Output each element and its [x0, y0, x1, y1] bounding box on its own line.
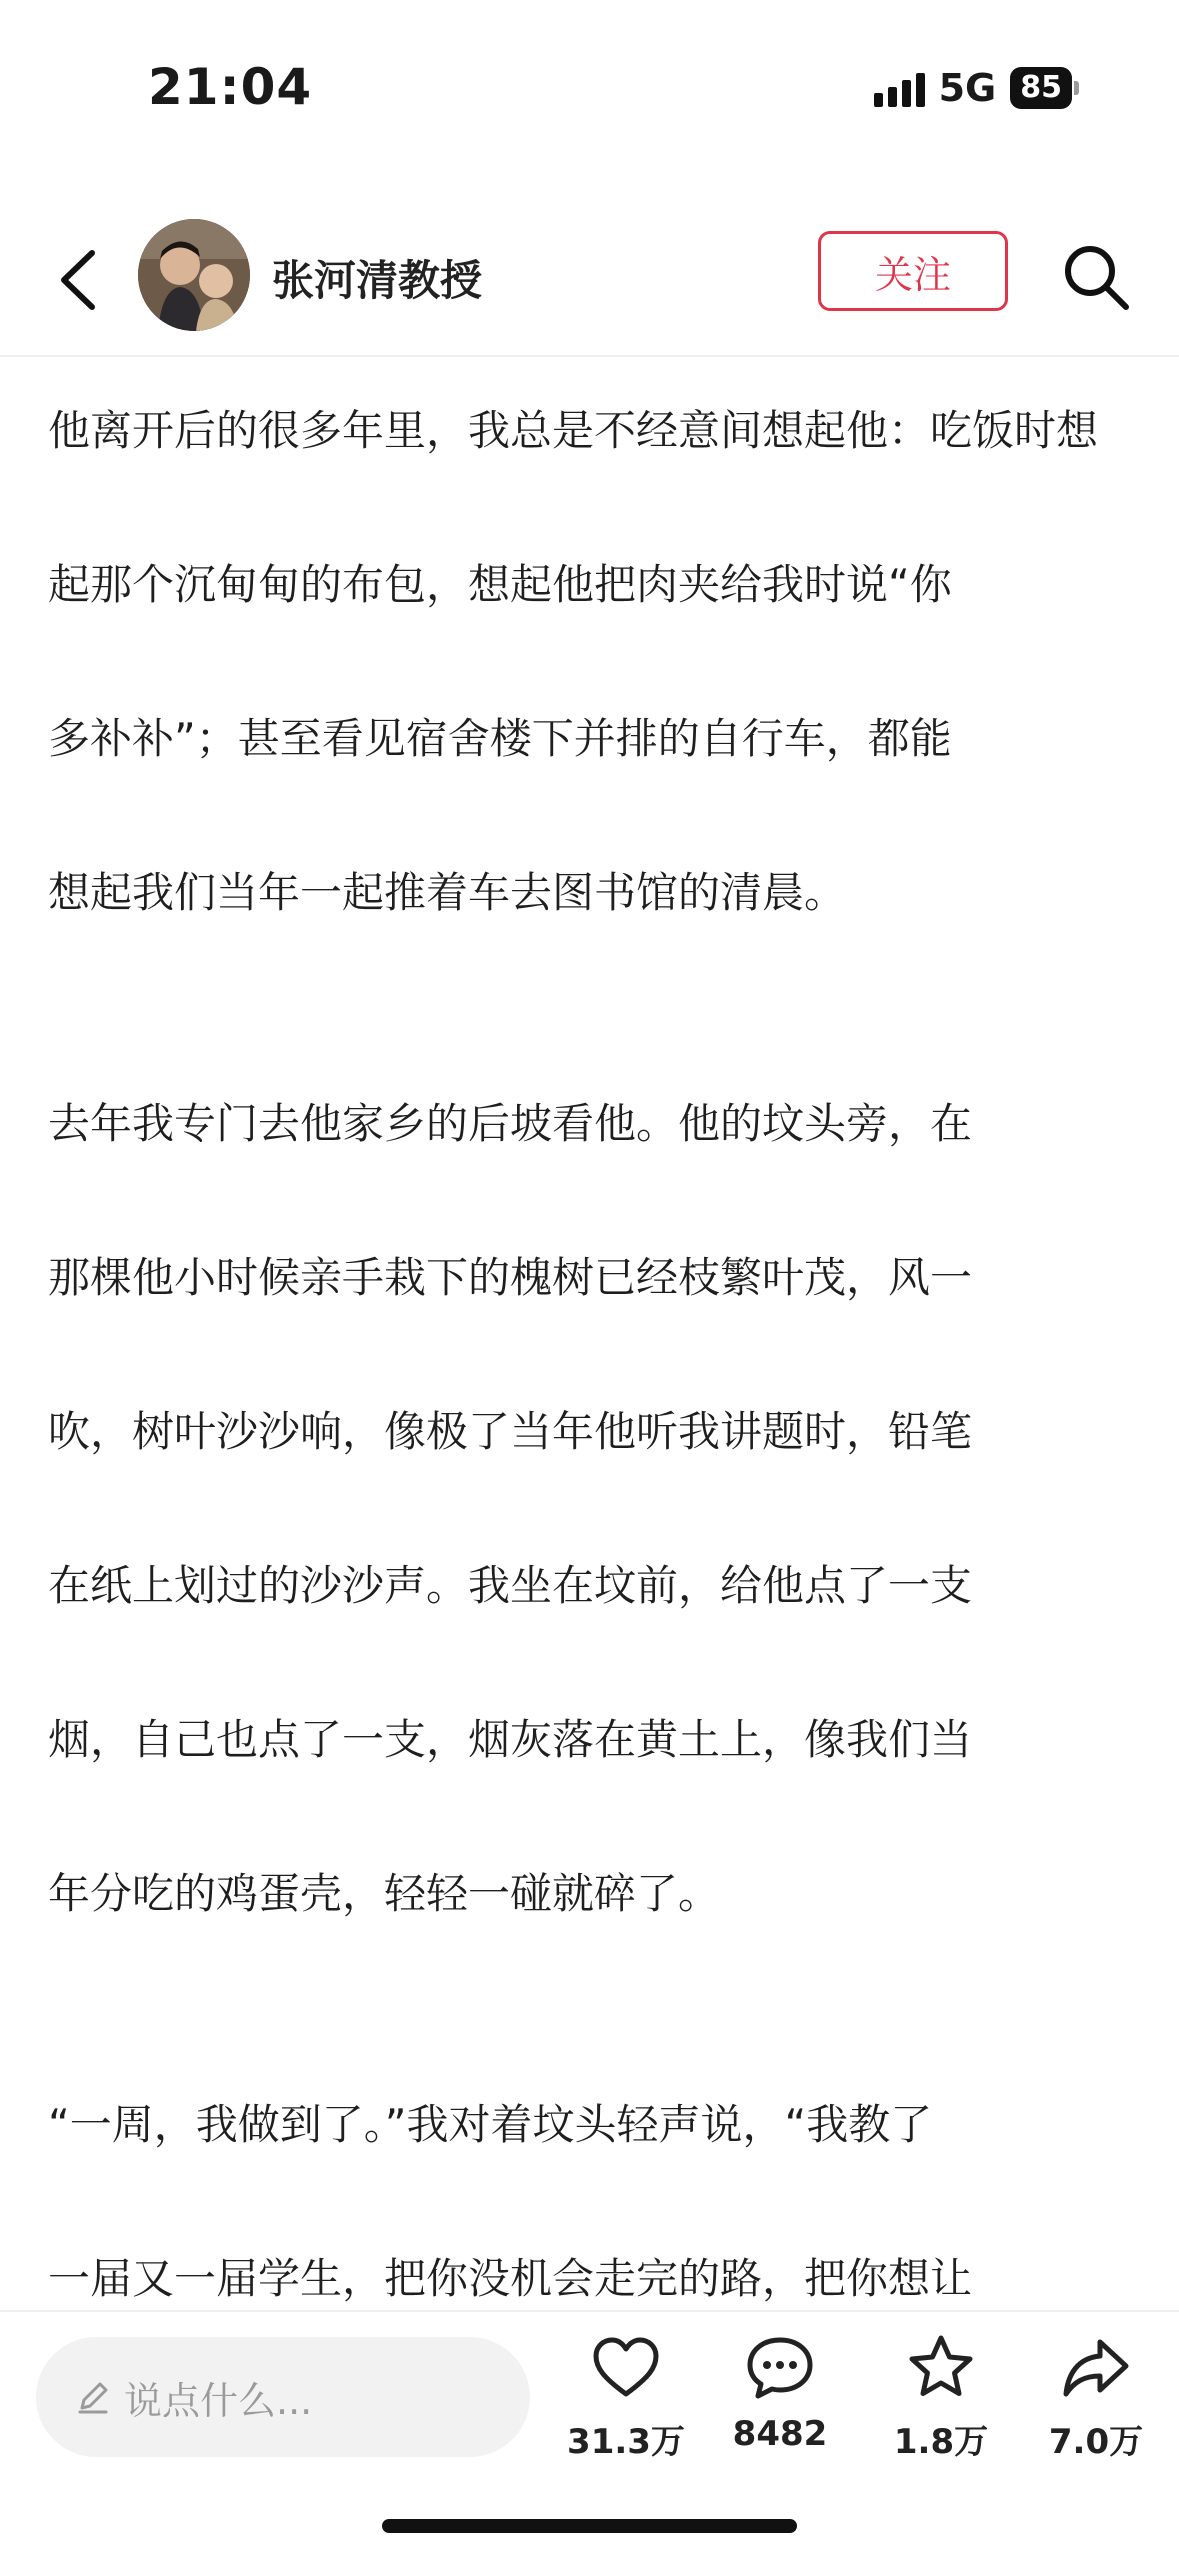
- search-button[interactable]: [1060, 241, 1132, 313]
- home-indicator[interactable]: [382, 2519, 797, 2533]
- comment-placeholder: 说点什么...: [124, 2378, 313, 2423]
- article-paragraph: [48, 2009, 1138, 2310]
- network-type: 5G: [938, 66, 997, 110]
- text-line: 起那个沉甸甸的布包，想起他把肉夹给我时说“你: [48, 560, 952, 609]
- text-line: 烟，自己也点了一支，烟灰落在黄土上，像我们当: [48, 1715, 973, 1764]
- article-paragraph: [48, 355, 1138, 931]
- status-time: 21:04: [148, 58, 313, 116]
- share-count: 7.0万: [1048, 2422, 1144, 2462]
- comment-count: 8482: [732, 2414, 828, 2454]
- chat-bubble-icon: [744, 2332, 816, 2404]
- share-arrow-icon: [1060, 2332, 1132, 2404]
- favorite-button[interactable]: [866, 2332, 1016, 2463]
- text-line: 他离开后的很多年里，我总是不经意间想起他：吃饭时想: [48, 406, 1099, 455]
- chevron-left-icon: [50, 245, 110, 315]
- status-bar: [0, 0, 1179, 175]
- text-line: 多补补”；甚至看见宿舍楼下并排的自行车，都能: [48, 714, 952, 763]
- comment-button[interactable]: [705, 2332, 855, 2454]
- article-paragraph: [48, 1008, 1138, 1932]
- heart-icon: [590, 2332, 662, 2404]
- status-indicators: [874, 66, 1079, 110]
- text-line: 一届又一届学生，把你没机会走完的路，把你想让: [48, 2254, 973, 2303]
- avatar-photo: [138, 219, 250, 331]
- star-icon: [905, 2332, 977, 2404]
- back-button[interactable]: [50, 245, 110, 315]
- battery-level: 85: [1010, 67, 1072, 109]
- comment-input[interactable]: [36, 2337, 530, 2457]
- text-line: 年分吃的鸡蛋壳，轻轻一碰就碎了。: [48, 1869, 721, 1918]
- favorite-count: 1.8万: [893, 2422, 989, 2462]
- like-button[interactable]: [551, 2332, 701, 2463]
- signal-icon: [874, 69, 925, 107]
- article-body: [48, 355, 1138, 2310]
- text-line: 吹，树叶沙沙响，像极了当年他听我讲题时，铅笔: [48, 1407, 973, 1456]
- text-line: 想起我们当年一起推着车去图书馆的清晨。: [48, 868, 847, 917]
- text-line: 去年我专门去他家乡的后坡看他。他的坟头旁，在: [48, 1099, 973, 1148]
- text-line: 那棵他小时候亲手栽下的槐树已经枝繁叶茂，风一: [48, 1253, 973, 1302]
- battery-icon: [1010, 67, 1079, 109]
- follow-button[interactable]: 关注: [818, 231, 1008, 311]
- nav-bar: [0, 205, 1179, 357]
- text-line: 在纸上划过的沙沙声。我坐在坟前，给他点了一支: [48, 1561, 973, 1610]
- author-name[interactable]: 张河清教授: [272, 256, 483, 305]
- share-button[interactable]: [1021, 2332, 1171, 2463]
- text-line: “一周，我做到了。”我对着坟头轻声说，“我教了: [48, 2100, 933, 2149]
- author-avatar[interactable]: [138, 219, 250, 331]
- search-icon: [1060, 241, 1132, 313]
- like-count: 31.3万: [567, 2422, 685, 2462]
- pencil-icon: [74, 2378, 112, 2416]
